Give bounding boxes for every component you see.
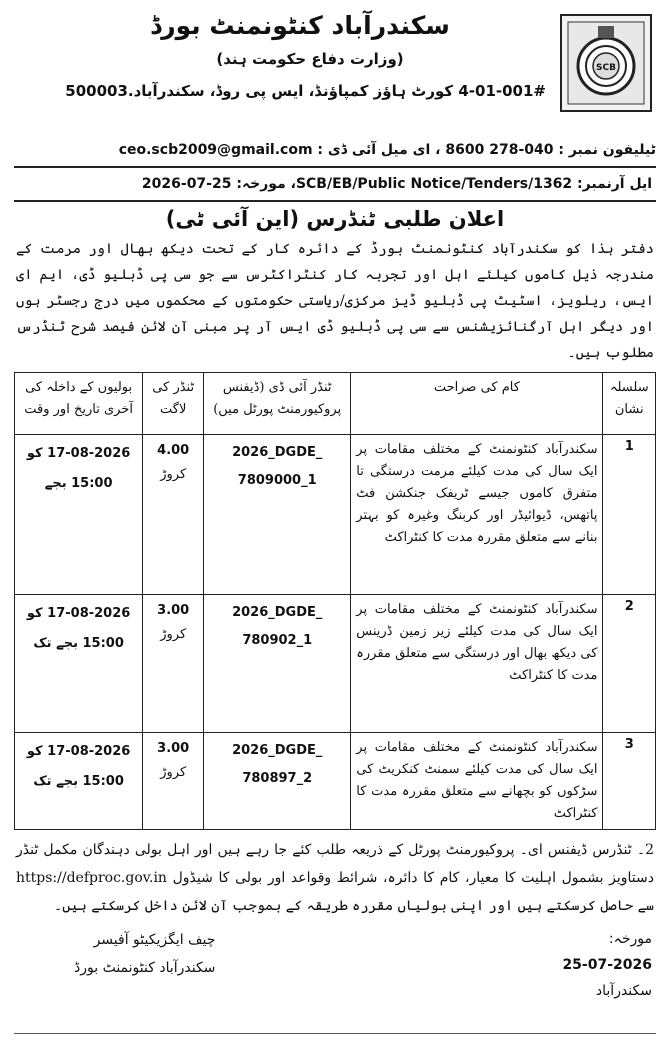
row-description: سکندرآباد کنٹونمنٹ کے مختلف مقامات پر ایک سال کی مدت کیلئے زیر زمین ڈرینس کی دیکھ بھال اور درستگی سے متعلق مقررہ مدت کا کنٹراکٹ [351,595,603,733]
bottom-divider [14,1033,656,1034]
tender-table [14,372,656,830]
header-cost: ٹنڈر کی لاگت [143,373,204,435]
row-cost [143,595,204,733]
deadline-date: 17-08-2026 کو [26,606,131,621]
letterhead [14,6,656,166]
tender-id-part2: 780897_2 [242,771,313,786]
notice-footer [14,926,656,1036]
cost-amount: 3.00 [157,741,190,756]
tender-id-part2: 780902_1 [242,633,313,648]
header-description: کام کی صراحت [351,373,603,435]
date-label: مورخہ: [608,931,652,947]
signatory-org: سکندرآباد کنٹونمنٹ بورڈ [74,960,216,976]
deadline-time: 15:00 بجے [44,476,113,491]
tender-id-part1: 2026_DGDE_ [232,605,323,620]
table-header-row [15,373,656,435]
row-serial: 2 [603,595,656,733]
tender-id-part2: 7809000_1 [237,473,317,488]
row-cost [143,733,204,830]
org-address: 4-01-001# کورٹ ہاؤز کمپاؤنڈ، ایس پی روڈ، سکندرآباد.500003 [65,82,546,100]
header-tender-id: ٹنڈر آئی ڈی (ڈیفنس پروکیورمنٹ پورٹل میں) [204,373,351,435]
row-tender-id [204,595,351,733]
signatory-title: چیف ایگزیکیٹو آفیسر [93,932,216,948]
svg-text:SCB: SCB [596,63,616,73]
cost-unit: کروڑ [160,765,187,780]
row-description: سکندرآباد کنٹونمنٹ کے مختلف مقامات پر ایک سال کی مدت کیلئے مرمت درستگی تا متفرق کاموں جیسے ٹریفک جنکشن فٹ پاتھس، ڈیوائیڈر اور کربنگ وغیرہ کو بہتر بنانے سے متعلق مقررہ مدت کا کنٹراکٹ [351,435,603,595]
place-name: سکندرآباد [595,983,652,999]
row-serial: 3 [603,733,656,830]
org-subtitle: (وزارت دفاع حکومت ہند) [216,50,404,68]
row-tender-id [204,733,351,830]
deadline-date: 17-08-2026 کو [26,744,131,759]
org-title: سکندرآباد کنٹونمنٹ بورڈ [150,11,450,40]
row-deadline [15,595,143,733]
intro-paragraph: دفتر ہذا کو سکندرآباد کنٹونمنٹ بورڈ کے دائرہ کار کے تحت دیکھ بھال اور مرمت کے مندرجہ ذیل کاموں کیلئے اہل اور تجربہ کار کنٹراکٹرس سے جو سی پی ڈبلیو ڈی، ایم ای ایس، ریلویز، اسٹیٹ پی ڈبلیو ڈیز مرکزی/ریاستی حکومتوں کے محکموں میں درج رجسٹر ہوں اور دیگر اہل آرگنائزیشنس سے سی پی ڈبلیو ڈی ایس آر پر مبنی آن لائن فیصد شرح ٹنڈرس مطلوب ہیں۔ [16,241,654,361]
tender-id-part1: 2026_DGDE_ [232,445,323,460]
row-deadline [15,435,143,595]
row-tender-id [204,435,351,595]
tender-id-part1: 2026_DGDE_ [232,743,323,758]
deadline-time: 15:00 بجے تک [33,774,124,789]
notice-title: اعلان طلبی ٹنڈرس (این آئی ٹی) [165,207,505,231]
signatory-block [74,926,215,982]
row-cost [143,435,204,595]
emblem-seal-icon [566,20,646,106]
deadline-time: 15:00 بجے تک [33,636,124,651]
cost-amount: 4.00 [157,443,190,458]
contact-line: ٹیلیفون نمبر : 040-278 8600 ، ای میل آئی ڈی : ceo.scb2009@gmail.com [118,142,656,158]
date-value: 25-07-2026 [562,957,652,973]
cost-unit: کروڑ [160,467,187,482]
table-row [15,733,656,830]
row-serial: 1 [603,435,656,595]
reference-number: ایل آرنمبر: SCB/EB/Public Notice/Tenders/1362، مورخہ: 25-07-2026 [141,176,652,192]
row-description: سکندرآباد کنٹونمنٹ کے مختلف مقامات پر ایک سال کی مدت کیلئے سمنٹ کنکریٹ کی سڑکوں کو بچھانے سے متعلق مقررہ مدت کا کنٹراکٹ [351,733,603,830]
header-deadline: بولیوں کے داخلہ کی آخری تاریخ اور وقت [15,373,143,435]
deadline-date: 17-08-2026 کو [26,446,131,461]
cost-amount: 3.00 [157,603,190,618]
letterhead-text [14,6,546,106]
date-place-block [562,926,652,1004]
table-row [15,435,656,595]
cost-unit: کروڑ [160,627,187,642]
board-logo [560,14,652,112]
row-deadline [15,733,143,830]
instructions-paragraph: 2۔ ٹنڈرس ڈیفنس ای۔ پروکیورمنٹ پورٹل کے ذریعہ طلب کئے جا رہے ہیں اور اہل بولی دہندگان مکمل ٹنڈر دستاویز بشمول اہلیت کا معیار، کام کا دائرہ، شرائط وقواعد اور بولی کا شیڈول https://defproc.gov.in سے حاصل کرسکتے ہیں اور اپنی بولیاں مقررہ طریقہ کے بموجب آن لائن داخل کرسکتے ہیں۔ [16,842,654,914]
table-row [15,595,656,733]
header-serial: سلسلہ نشان [603,373,656,435]
